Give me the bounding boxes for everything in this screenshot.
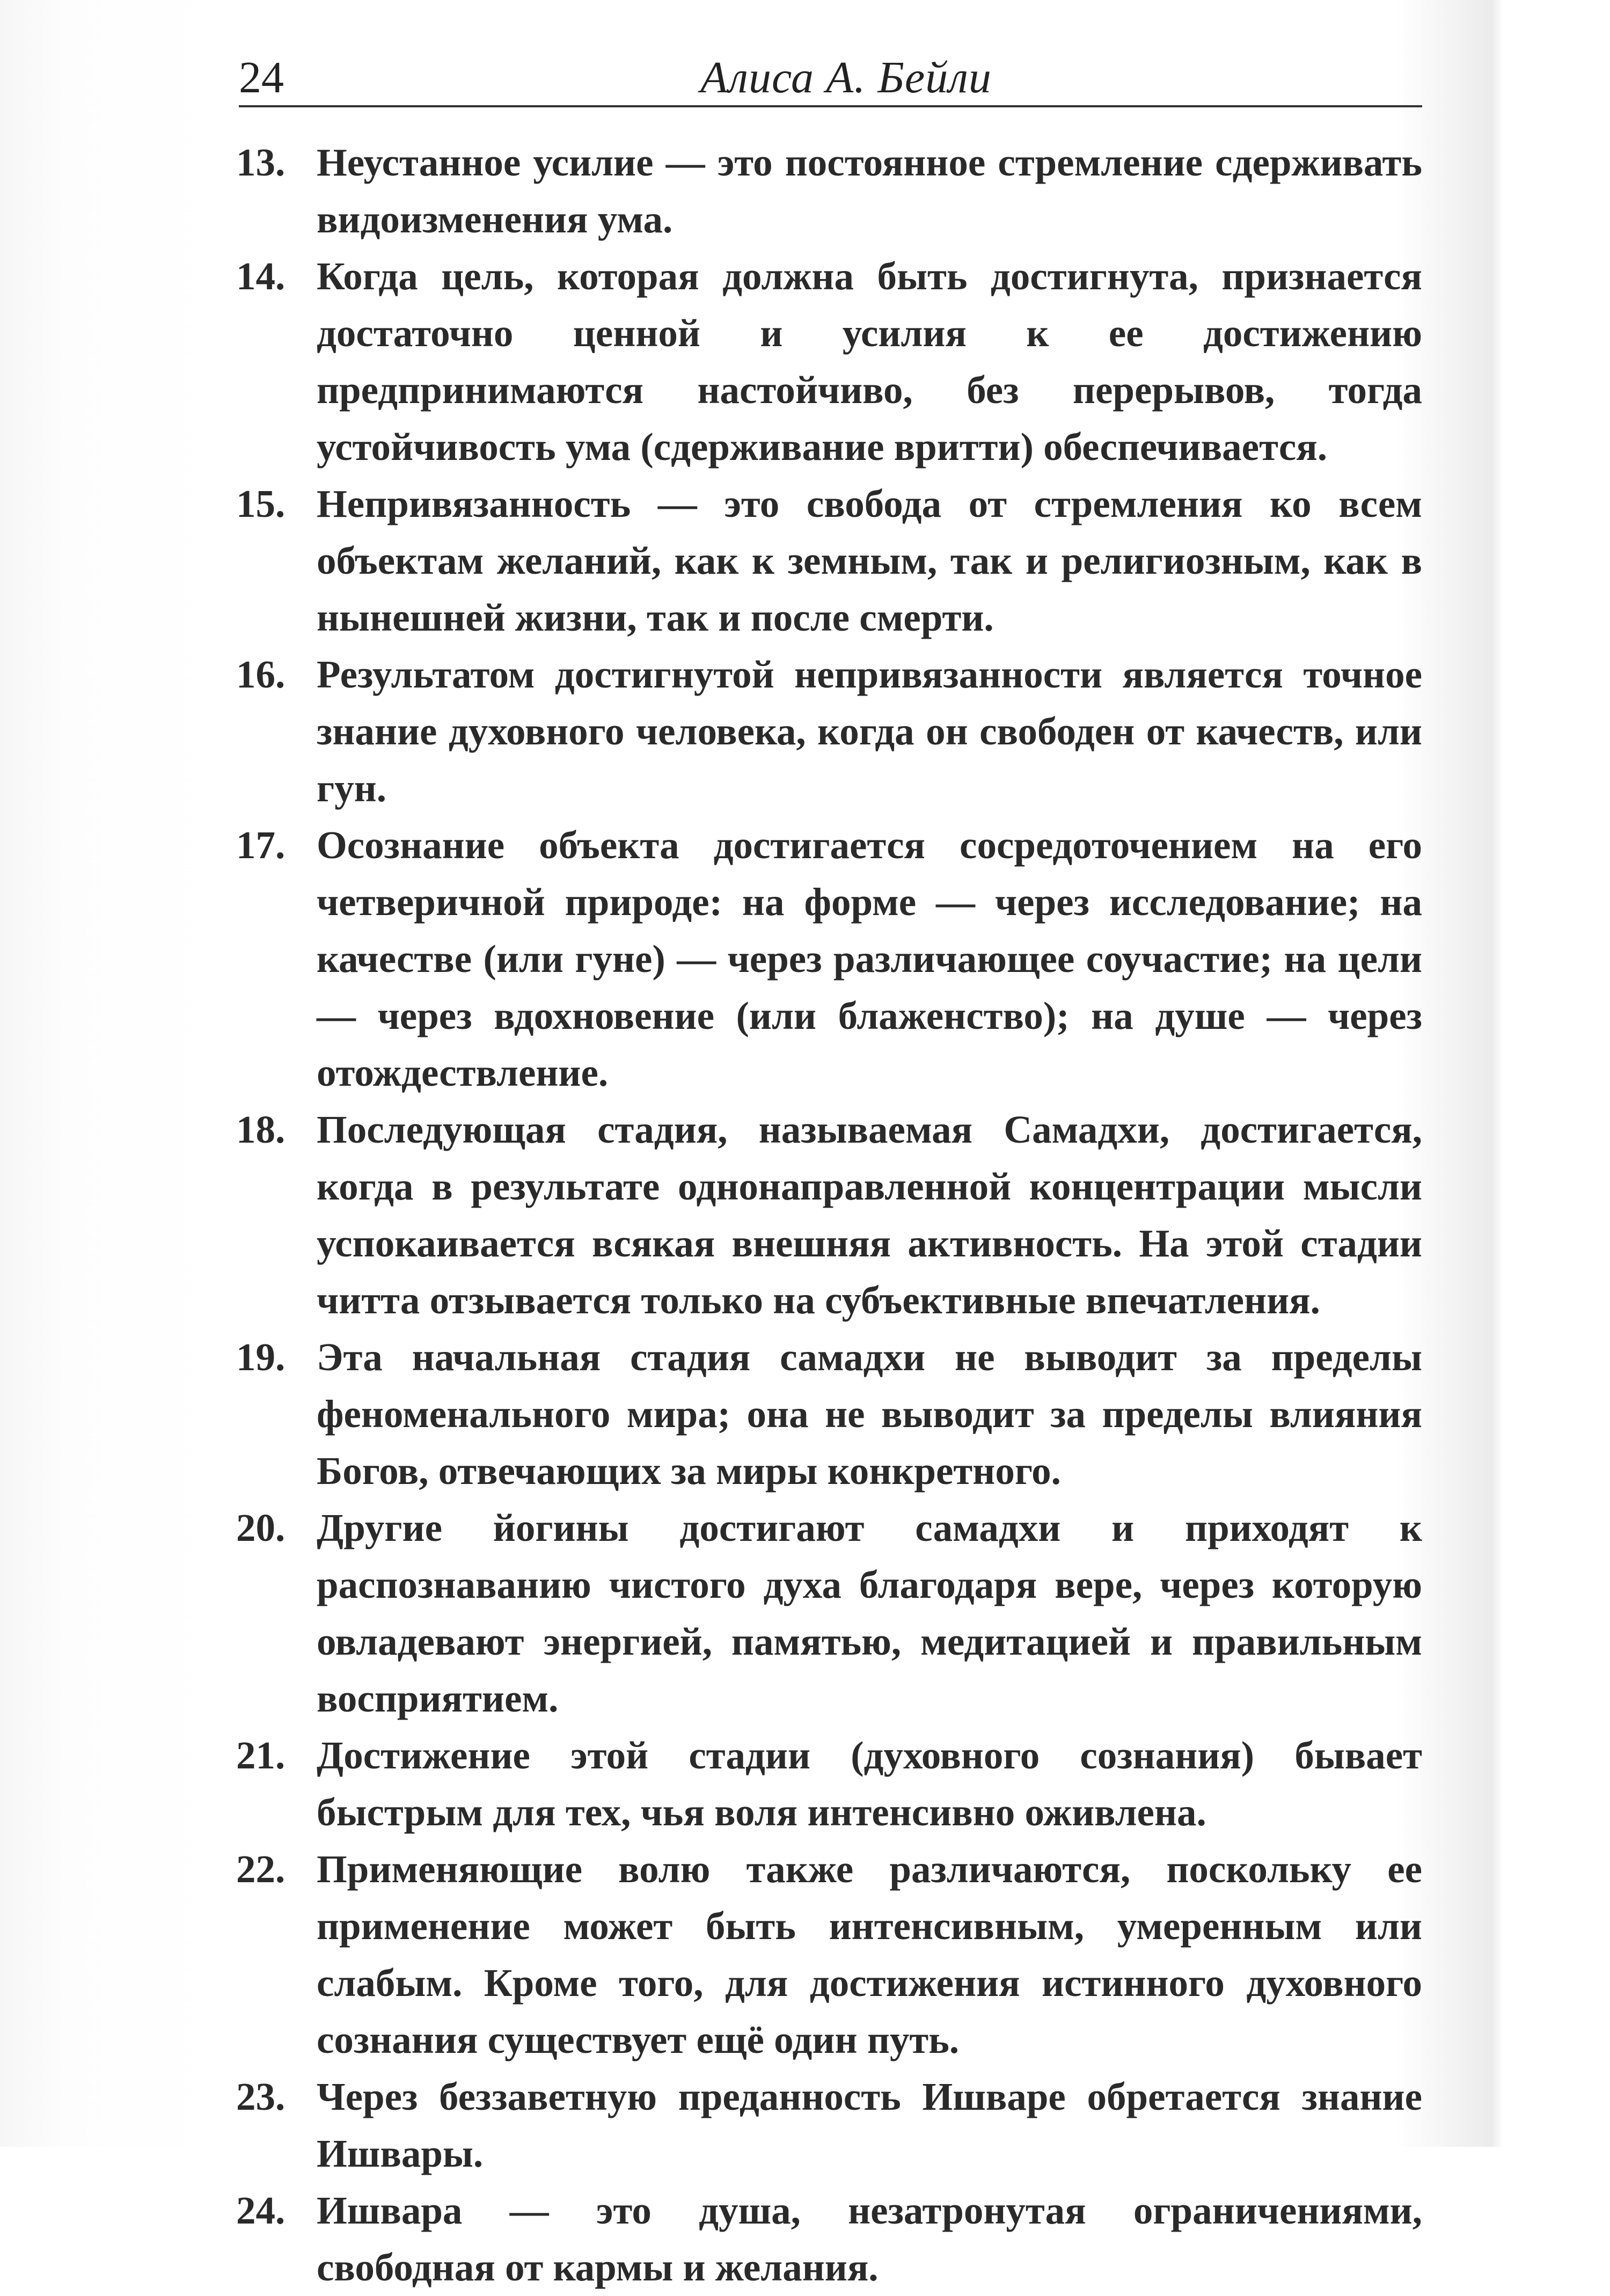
list-item (236, 646, 1422, 817)
item-number: 15. (236, 482, 286, 525)
list-item (236, 2068, 1422, 2182)
page-number: 24 (239, 53, 284, 103)
item-number: 18. (236, 1108, 286, 1151)
item-text: Непривязанность — это свобода от стремления ко всем объектам желаний, как к земным, так и религиозным, как в нынешней жизни, так и после смерти. (317, 482, 1422, 639)
item-text: Применяющие волю также различаются, поскольку ее применение может быть интенсивным, умеренным или слабым. Кроме того, для достижения истинного духовного сознания существует ещё один путь. (317, 1847, 1422, 2061)
item-number: 24. (236, 2189, 286, 2232)
item-number: 13. (236, 141, 286, 184)
item-number: 16. (236, 653, 286, 696)
list-item (236, 248, 1422, 476)
list-item (236, 2182, 1422, 2296)
list-item (236, 1101, 1422, 1329)
item-number: 20. (236, 1506, 286, 1549)
list-item (236, 1727, 1422, 1841)
header-rule (239, 105, 1422, 107)
list-item (236, 134, 1422, 248)
item-text: Другие йогины достигают самадхи и приходят к распознаванию чистого духа благодаря вере, через которую овладевают энергией, памятью, медитацией и правильным восприятием. (317, 1506, 1422, 1720)
item-number: 17. (236, 823, 286, 867)
item-text: Результатом достигнутой непривязанности является точное знание духовного человека, когда он свободен от качеств, или гун. (317, 653, 1422, 810)
running-head: Алиса А. Бейли (700, 53, 992, 103)
page-header (239, 51, 1419, 105)
item-number: 21. (236, 1734, 286, 1777)
item-text: Достижение этой стадии (духовного сознания) бывает быстрым для тех, чья воля интенсивно оживлена. (317, 1734, 1422, 1834)
item-number: 22. (236, 1847, 286, 1891)
list-item (236, 817, 1422, 1101)
item-text: Когда цель, которая должна быть достигнута, признается достаточно ценной и усилия к ее достижению предпринимаются настойчиво, без перерывов, тогда устойчивость ума (сдерживание вритти) обеспечивается. (317, 254, 1422, 469)
item-text: Осознание объекта достигается сосредоточением на его четверичной природе: на форме — через исследование; на качестве (или гуне) — через различающее соучастие; на цели — через вдохновение (или блаженство); на душе — через отождествление. (317, 823, 1422, 1094)
sutra-list (236, 134, 1422, 2296)
item-number: 19. (236, 1335, 286, 1379)
list-item (236, 1500, 1422, 1727)
item-text: Неустанное усилие — это постоянное стремление сдерживать видоизменения ума. (317, 141, 1422, 241)
item-text: Через беззаветную преданность Ишваре обретается знание Ишвары. (317, 2075, 1422, 2175)
item-text: Эта начальная стадия самадхи не выводит за пределы феноменального мира; она не выводит за пределы влияния Богов, отвечающих за миры конкретного. (317, 1335, 1422, 1493)
item-text: Ишвара — это душа, незатронутая ограничениями, свободная от кармы и желания. (317, 2189, 1422, 2289)
item-number: 14. (236, 254, 286, 298)
list-item (236, 476, 1422, 646)
item-text: Последующая стадия, называемая Самадхи, достигается, когда в результате однонаправленной концентрации мысли успокаивается всякая внешняя активность. На этой стадии читта отзывается только на субъективные впечатления. (317, 1108, 1422, 1322)
list-item (236, 1841, 1422, 2068)
item-number: 23. (236, 2075, 286, 2118)
list-item (236, 1329, 1422, 1500)
